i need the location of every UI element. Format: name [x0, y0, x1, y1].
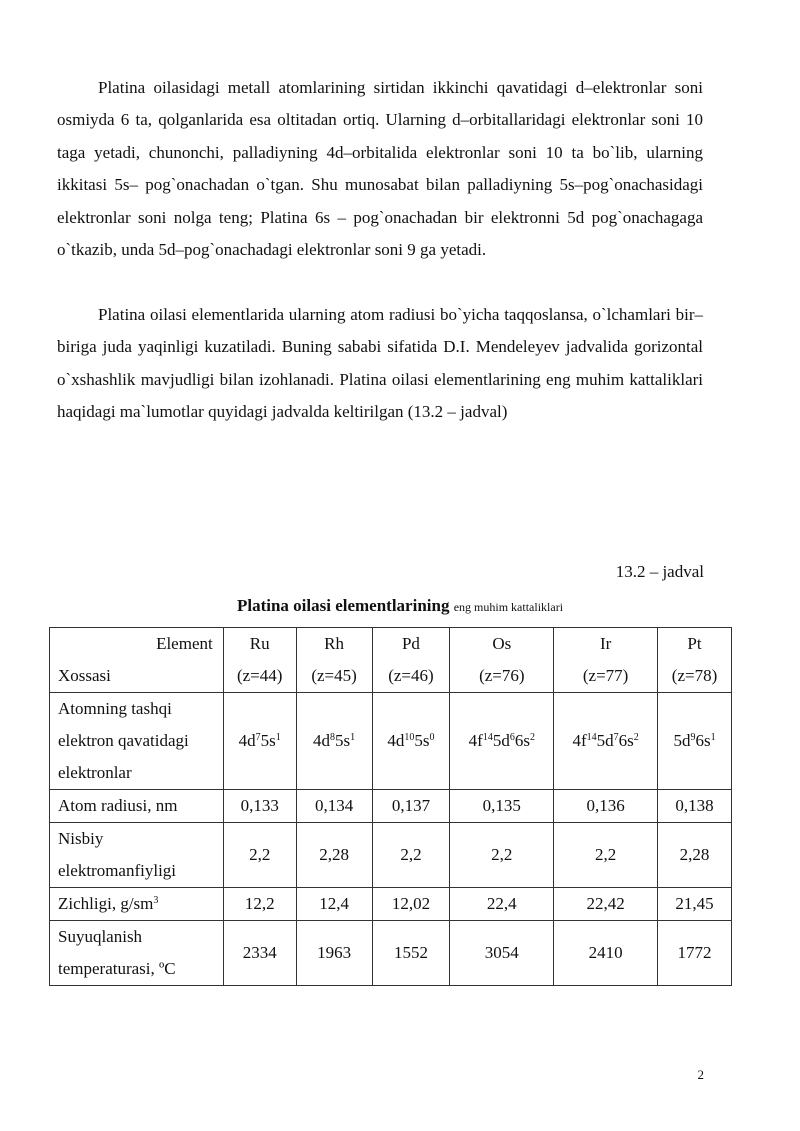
- element-symbol: Pd: [401, 634, 420, 653]
- electron-count: 6: [509, 732, 515, 743]
- row-label-melting: [50, 921, 224, 986]
- electron-count: 8: [330, 732, 336, 743]
- electron-count: 7: [613, 732, 619, 743]
- table-cell: 0,135: [450, 790, 554, 823]
- element-z: (z=76): [479, 666, 525, 685]
- paragraph-2: Platina oilasi elementlarida ularning atom radiusi bo`yicha taqqoslansa, o`lchamlari bir–biriga juda yaqinligi kuzatiladi. Buning sababi sifatida D.I. Mendeleyev jadvalida gorizontal o`xshashlik mavjudligi bilan izohlanadi. Platina oilasi elementlarining eng muhim kattaliklari haqidagi ma`lumotlar quyidagi jadvalda keltirilgan (13.2 – jadval): [57, 305, 703, 422]
- orbital-label: 6s: [695, 731, 711, 750]
- paragraph-1: Platina oilasidagi metall atomlarining sirtidan ikkinchi qavatidagi d–elektronlar soni osmiyda 6 ta, qolganlarida esa oltitadan ortiq. Ularning d–orbitallaridagi elektronlar soni 10 taga yetadi, chunonchi, palladiyning 4d–orbitalida elektronlar soni 10 ta bo`lib, ularning ikkitasi 5s– pog`onachadan o`tgan. Shu munosabat bilan palladiyning 5s–pog`onachasidagi elektronlar soni nolga teng; Platina 6s – pog`onachadan bir elektronni 5d pog`onachagaga o`tkazib, unda 5d–pog`onachadagi elektronlar soni 9 ga yetadi.: [57, 78, 703, 260]
- electron-count: 1: [275, 732, 281, 743]
- caption-bold: Platina oilasi elementlarining: [236, 596, 450, 615]
- label-line: Suyuqlanish: [58, 927, 143, 946]
- table-row-electronegativity: [50, 823, 732, 888]
- table-cell: 22,42: [554, 888, 658, 921]
- page-number: 2: [697, 1067, 704, 1082]
- orbital-label: 5s: [260, 731, 276, 750]
- table-cell: 2334: [223, 921, 296, 986]
- orbital-label: 5d: [492, 731, 510, 750]
- header-cell-rh: [296, 628, 372, 693]
- table-caption: [0, 596, 800, 616]
- electron-count: 9: [690, 732, 696, 743]
- table-cell: 0,134: [296, 790, 372, 823]
- label-superscript: 3: [153, 895, 159, 906]
- element-symbol: Pt: [687, 634, 702, 653]
- table-cell: 2,2: [372, 823, 450, 888]
- table-cell: 1552: [372, 921, 450, 986]
- electron-count: 0: [429, 732, 435, 743]
- table-number: 13.2 – jadval: [615, 562, 704, 581]
- electron-count: 2: [529, 732, 535, 743]
- label-line: Atomning tashqi: [58, 699, 172, 718]
- header-cell-pd: [372, 628, 450, 693]
- label-line: elektron qavatidagi: [58, 731, 189, 750]
- orbital-label: 4d: [238, 731, 256, 750]
- orbital-label: 5d: [596, 731, 614, 750]
- table-cell: 21,45: [658, 888, 732, 921]
- table-header-row: [50, 628, 732, 693]
- electron-count: 2: [633, 732, 639, 743]
- orbital-label: 5d: [673, 731, 691, 750]
- row-label-config: [50, 693, 224, 790]
- table-cell: 12,4: [296, 888, 372, 921]
- element-z: (z=45): [311, 666, 357, 685]
- label-line: temperaturasi, ºC: [58, 959, 176, 978]
- properties-table: [49, 627, 732, 986]
- element-z: (z=77): [582, 666, 629, 685]
- header-property-label: Xossasi: [58, 666, 111, 685]
- header-element-label: Element: [156, 634, 213, 653]
- table-cell: 2,28: [658, 823, 732, 888]
- table-row-melting: [50, 921, 732, 986]
- table-cell: 22,4: [450, 888, 554, 921]
- electron-count: 7: [255, 732, 261, 743]
- orbital-label: 6s: [618, 731, 634, 750]
- table-cell: 2410: [554, 921, 658, 986]
- config-cell: [223, 693, 296, 790]
- orbital-label: 6s: [514, 731, 530, 750]
- header-cell-ir: [554, 628, 658, 693]
- table-cell: 1772: [658, 921, 732, 986]
- orbital-label: 5s: [414, 731, 430, 750]
- row-label-density: [50, 888, 224, 921]
- label-line: elektromanfiyligi: [58, 861, 177, 880]
- electron-count: 14: [482, 732, 493, 743]
- electron-count: 14: [586, 732, 597, 743]
- table-cell: 0,137: [372, 790, 450, 823]
- electron-count: 1: [710, 732, 716, 743]
- element-symbol: Ir: [599, 634, 612, 653]
- config-cell: [372, 693, 450, 790]
- element-z: (z=44): [236, 666, 283, 685]
- table-cell: 3054: [450, 921, 554, 986]
- label-text: Zichligi, g/sm: [58, 894, 154, 913]
- table-row-radius: [50, 790, 732, 823]
- table-cell: 0,136: [554, 790, 658, 823]
- table-cell: 2,2: [223, 823, 296, 888]
- table-cell: 1963: [296, 921, 372, 986]
- row-label-radius: Atom radiusi, nm: [50, 790, 224, 823]
- element-z: (z=78): [671, 666, 718, 685]
- label-line: Nisbiy: [58, 829, 104, 848]
- orbital-label: 4d: [313, 731, 331, 750]
- electron-count: 1: [350, 732, 356, 743]
- caption-small: eng muhim kattaliklari: [453, 600, 564, 614]
- electron-count: 10: [404, 732, 415, 743]
- table-cell: 2,28: [296, 823, 372, 888]
- table-cell: 12,02: [372, 888, 450, 921]
- label-line: elektronlar: [58, 763, 132, 782]
- table-cell: 2,2: [450, 823, 554, 888]
- table-cell: 12,2: [223, 888, 296, 921]
- config-cell: [658, 693, 732, 790]
- element-symbol: Rh: [324, 634, 344, 653]
- orbital-label: 5s: [335, 731, 351, 750]
- orbital-label: 4d: [387, 731, 405, 750]
- orbital-label: 4f: [468, 731, 483, 750]
- table-cell: 0,138: [658, 790, 732, 823]
- config-cell: [450, 693, 554, 790]
- element-symbol: Os: [492, 634, 512, 653]
- element-symbol: Ru: [249, 634, 270, 653]
- element-z: (z=46): [388, 666, 434, 685]
- table-row-config: [50, 693, 732, 790]
- row-label-electronegativity: [50, 823, 224, 888]
- header-cell-pt: [658, 628, 732, 693]
- table-cell: 0,133: [223, 790, 296, 823]
- table-row-density: [50, 888, 732, 921]
- config-cell: [554, 693, 658, 790]
- config-cell: [296, 693, 372, 790]
- header-cell-ru: [223, 628, 296, 693]
- header-cell-os: [450, 628, 554, 693]
- table-cell: 2,2: [554, 823, 658, 888]
- header-corner-cell: [50, 628, 224, 693]
- orbital-label: 4f: [572, 731, 587, 750]
